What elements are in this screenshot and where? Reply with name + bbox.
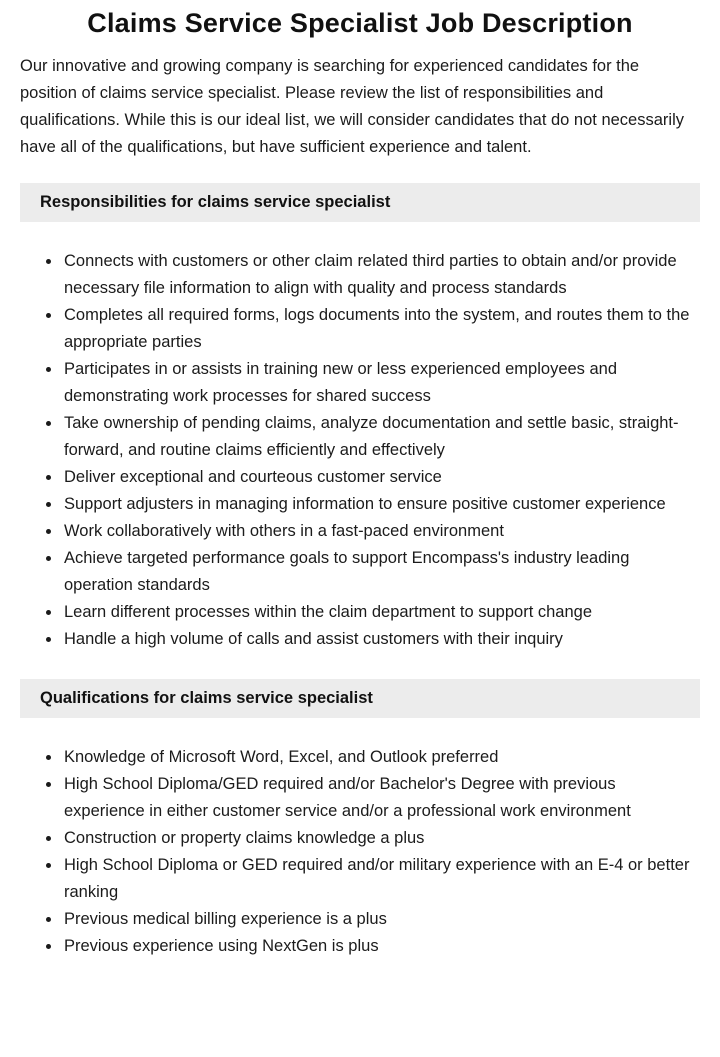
list-item: • Participates in or assists in training new or less experienced employees and demonstrating work processes for shared success <box>62 356 700 410</box>
list-item: • Handle a high volume of calls and assist customers with their inquiry <box>62 626 700 653</box>
list-item: • Support adjusters in managing information to ensure positive customer experience <box>62 491 700 518</box>
intro-paragraph: Our innovative and growing company is searching for experienced candidates for the position of claims service specialist. Please review the list of responsibilities and qualifications. While this is our ideal list, we will consider candidates that do not necessarily have all of the qualifications, but have sufficient experience and talent. <box>20 57 684 156</box>
responsibilities-section-header: Responsibilities for claims service specialist <box>20 183 700 222</box>
list-item: • Knowledge of Microsoft Word, Excel, and Outlook preferred <box>62 744 700 771</box>
list-item: • High School Diploma/GED required and/or Bachelor's Degree with previous experience in either customer service and/or a professional work environment <box>62 771 700 825</box>
qualifications-section-header: Qualifications for claims service specialist <box>20 679 700 718</box>
list-item: • Construction or property claims knowledge a plus <box>62 825 700 852</box>
list-item: • Learn different processes within the claim department to support change <box>62 599 700 626</box>
list-item: • Connects with customers or other claim related third parties to obtain and/or provide necessary file information to align with quality and process standards <box>62 248 700 302</box>
list-item: • Work collaboratively with others in a fast-paced environment <box>62 518 700 545</box>
list-item: • High School Diploma or GED required and/or military experience with an E-4 or better ranking <box>62 852 700 906</box>
list-item: • Completes all required forms, logs documents into the system, and routes them to the appropriate parties <box>62 302 700 356</box>
responsibilities-list <box>20 248 700 653</box>
list-item: • Deliver exceptional and courteous customer service <box>62 464 700 491</box>
list-item: • Take ownership of pending claims, analyze documentation and settle basic, straight-forward, and routine claims efficiently and effectively <box>62 410 700 464</box>
qualifications-list <box>20 744 700 960</box>
list-item: • Achieve targeted performance goals to support Encompass's industry leading operation standards <box>62 545 700 599</box>
list-item: • Previous experience using NextGen is plus <box>62 933 700 960</box>
list-item: • Previous medical billing experience is a plus <box>62 906 700 933</box>
page-title: Claims Service Specialist Job Description <box>87 8 633 38</box>
